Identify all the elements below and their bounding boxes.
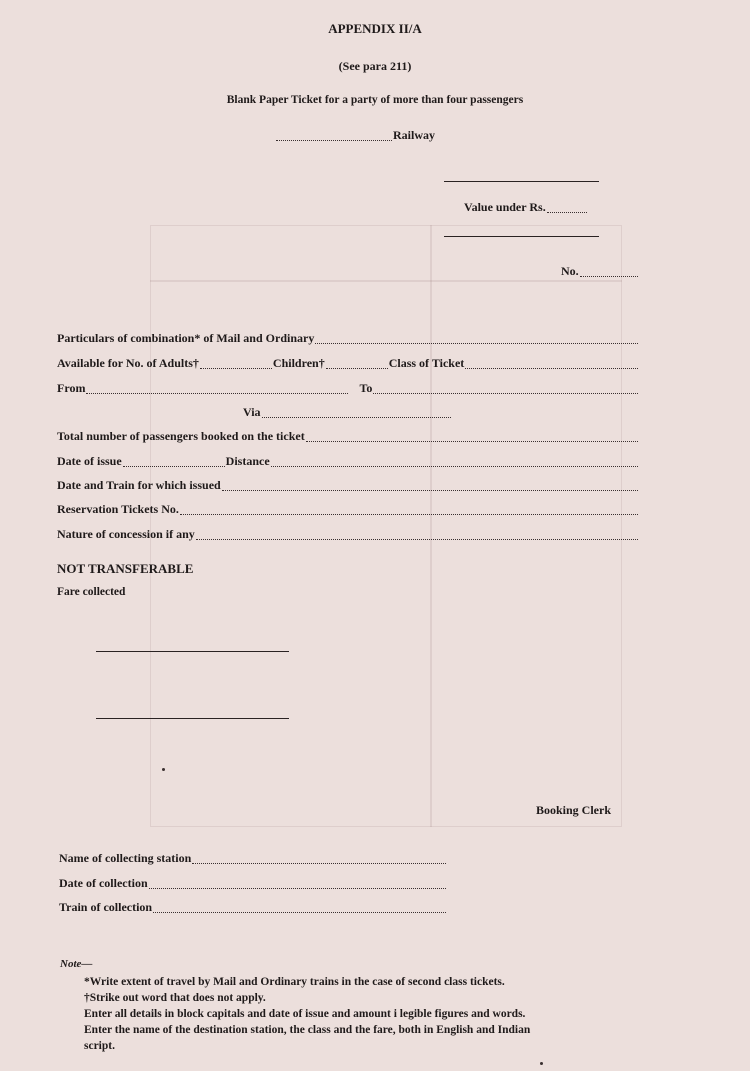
railway-label: Railway [393, 128, 435, 142]
railway-line [275, 128, 435, 143]
note-line-1: *Write extent of travel by Mail and Ordinary trains in the case of second class tickets. [84, 976, 505, 988]
see-para: (See para 211) [338, 59, 412, 73]
value-rule-bottom [444, 236, 599, 237]
note-line-3: Enter all details in block capitals and date of issue and amount i legible figures and words. [84, 1008, 526, 1020]
note-line-4: Enter the name of the destination station, the class and the fare, both in English and Indian [84, 1024, 531, 1036]
class-label: Class of Ticket [388, 356, 465, 370]
value-rule-top [444, 181, 599, 182]
ticket-title: Blank Paper Ticket for a party of more than four passengers [226, 94, 524, 106]
from-to-row [57, 381, 639, 396]
fare-rule-2[interactable] [96, 718, 289, 719]
number-label: No. [561, 264, 579, 278]
show-through-line [150, 280, 622, 282]
distance-label: Distance [225, 454, 270, 468]
particulars-row [57, 331, 639, 346]
train-collection-blank[interactable] [153, 902, 446, 913]
stray-mark [162, 768, 165, 771]
date-train-row [57, 478, 639, 493]
number-blank[interactable] [580, 266, 638, 277]
adults-row [57, 356, 639, 371]
class-blank[interactable] [465, 358, 638, 369]
via-blank[interactable] [262, 407, 451, 418]
note-line-2: †Strike out word that does not apply. [84, 992, 266, 1004]
date-collection-row [59, 876, 447, 891]
date-train-blank[interactable] [222, 480, 638, 491]
value-blank[interactable] [547, 202, 587, 213]
via-label: Via [243, 405, 261, 419]
number-line [561, 264, 639, 279]
distance-blank[interactable] [271, 456, 638, 467]
value-label: Value under Rs. [464, 200, 546, 214]
railway-blank[interactable] [276, 130, 392, 141]
reservation-label: Reservation Tickets No. [57, 502, 179, 516]
reservation-row [57, 502, 639, 517]
collecting-station-label: Name of collecting station [59, 851, 192, 865]
note-heading: Note— [60, 958, 93, 970]
children-blank[interactable] [326, 358, 388, 369]
value-line [464, 200, 588, 215]
concession-label: Nature of concession if any [57, 527, 195, 541]
date-issue-blank[interactable] [123, 456, 225, 467]
date-train-label: Date and Train for which issued [57, 478, 221, 492]
particulars-blank[interactable] [315, 333, 638, 344]
particulars-label: Particulars of combination* of Mail and Ordinary [57, 331, 315, 345]
date-collection-label: Date of collection [59, 876, 148, 890]
total-passengers-blank[interactable] [306, 431, 638, 442]
not-transferable: NOT TRANSFERABLE [57, 561, 194, 576]
show-through-line [430, 225, 432, 827]
total-passengers-row [57, 429, 639, 444]
collecting-station-blank[interactable] [192, 853, 446, 864]
date-issue-row [57, 454, 639, 469]
appendix-title: APPENDIX II/A [328, 21, 422, 36]
adults-label: Available for No. of Adults† [57, 356, 199, 370]
fare-collected-label: Fare collected [57, 586, 126, 598]
from-label: From [57, 381, 86, 395]
stray-mark [540, 1062, 543, 1065]
total-passengers-label: Total number of passengers booked on the ticket [57, 429, 305, 443]
fare-rule-1[interactable] [96, 651, 289, 652]
adults-blank[interactable] [200, 358, 272, 369]
via-row [243, 405, 452, 420]
date-collection-blank[interactable] [149, 878, 446, 889]
booking-clerk-label: Booking Clerk [536, 803, 612, 817]
to-label: To [359, 381, 373, 395]
from-blank[interactable] [86, 383, 348, 394]
train-collection-label: Train of collection [59, 900, 153, 914]
children-label: Children† [272, 356, 325, 370]
train-collection-row [59, 900, 447, 915]
date-issue-label: Date of issue [57, 454, 122, 468]
to-blank[interactable] [373, 383, 638, 394]
show-through-grid [150, 225, 622, 827]
collecting-station-row [59, 851, 447, 866]
reservation-blank[interactable] [180, 504, 638, 515]
note-line-5: script. [84, 1040, 115, 1052]
concession-row [57, 527, 639, 542]
concession-blank[interactable] [196, 529, 638, 540]
